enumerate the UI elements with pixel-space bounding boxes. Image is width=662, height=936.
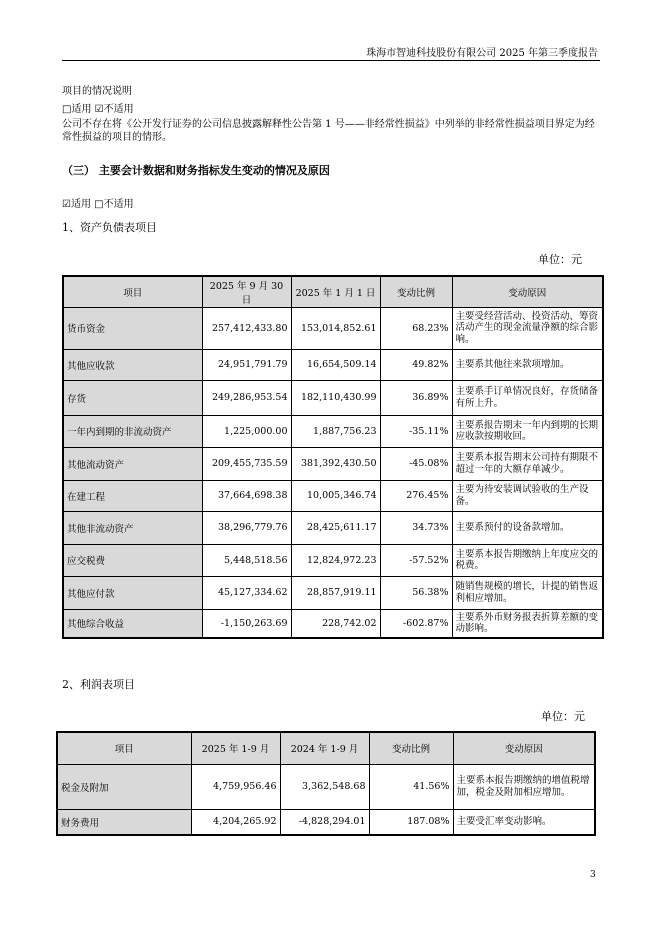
table-row: [63, 349, 603, 380]
row-change-reason: 主要系本报告期缴纳的增值税增加，税金及附加相应增加。: [453, 764, 595, 809]
applicable-checkbox-line: □适用 ☑不适用: [62, 104, 134, 115]
row-item-label: 在建工程: [63, 480, 202, 511]
row-change-ratio: -45.08%: [380, 447, 452, 480]
row-change-ratio: 34.73%: [380, 511, 452, 544]
row-item-label: 其他综合收益: [63, 609, 202, 638]
column-header: 2025 年 9 月 30 日: [202, 276, 291, 307]
row-value-current: 45,127,334.62: [202, 576, 291, 609]
table-row: [63, 511, 603, 544]
balance-sheet-title: 1、资产负债表项目: [62, 221, 157, 234]
table-row: [63, 544, 603, 576]
row-change-reason: 主要系外币财务报表折算差额的变动影响。: [452, 609, 603, 638]
row-item-label: 其他应付款: [63, 576, 202, 609]
row-change-reason: 主要系本报告期缴纳上年度应交的税费。: [452, 544, 603, 576]
table-row: [63, 480, 603, 511]
table-row: [57, 809, 595, 835]
row-value-prior: 16,654,509.14: [291, 349, 380, 380]
column-header: 项目: [57, 732, 191, 764]
row-value-prior: 10,005,346.74: [291, 480, 380, 511]
column-header: 项目: [63, 276, 202, 307]
table-row: [63, 447, 603, 480]
row-item-label: 应交税费: [63, 544, 202, 576]
row-change-reason: 主要系手订单情况良好，存货储备有所上升。: [452, 380, 603, 415]
report-header: 珠海市智迪科技股份有限公司 2025 年第三季度报告: [366, 48, 598, 59]
header-divider: [62, 60, 600, 61]
row-change-ratio: 56.38%: [380, 576, 452, 609]
row-value-current: 4,204,265.92: [191, 809, 280, 835]
row-value-current: 209,455,735.59: [202, 447, 291, 480]
row-change-ratio: 276.45%: [380, 480, 452, 511]
row-value-prior: 182,110,430.99: [291, 380, 380, 415]
column-header: 变动比例: [369, 732, 453, 764]
row-value-current: 1,225,000.00: [202, 415, 291, 447]
table-row: [63, 609, 603, 638]
row-value-current: 38,296,779.76: [202, 511, 291, 544]
row-item-label: 货币资金: [63, 307, 202, 349]
balance-unit: 单位：元: [538, 253, 582, 266]
column-header: 2025 年 1-9 月: [191, 732, 280, 764]
row-value-prior: 228,742.02: [291, 609, 380, 638]
row-change-reason: 随销售规模的增长，计提的销售返利相应增加。: [452, 576, 603, 609]
row-change-ratio: 36.89%: [380, 380, 452, 415]
row-value-current: 249,286,953.54: [202, 380, 291, 415]
row-change-reason: 主要受经营活动、投资活动、筹资活动产生的现金流量净额的综合影响。: [452, 307, 603, 349]
row-item-label: 财务费用: [57, 809, 191, 835]
column-header: 变动原因: [453, 732, 595, 764]
income-statement-title: 2、利润表项目: [62, 678, 135, 691]
row-change-reason: 主要系其他往来款项增加。: [452, 349, 603, 380]
page-number: 3: [590, 870, 596, 880]
table-row: [63, 576, 603, 609]
row-change-ratio: -57.52%: [380, 544, 452, 576]
row-item-label: 其他流动资产: [63, 447, 202, 480]
row-change-reason: 主要受汇率变动影响。: [453, 809, 595, 835]
row-item-label: 其他应收款: [63, 349, 202, 380]
row-change-reason: 主要系预付的设备款增加。: [452, 511, 603, 544]
row-value-current: 257,412,433.80: [202, 307, 291, 349]
column-header: 变动比例: [380, 276, 452, 307]
row-change-ratio: 49.82%: [380, 349, 452, 380]
row-change-ratio: -35.11%: [380, 415, 452, 447]
table-row: [63, 415, 603, 447]
row-value-prior: 381,392,430.50: [291, 447, 380, 480]
income-unit: 单位：元: [541, 710, 585, 723]
table-row: [63, 380, 603, 415]
row-value-current: 24,951,791.79: [202, 349, 291, 380]
row-value-prior: -4,828,294.01: [280, 809, 369, 835]
column-header: 变动原因: [452, 276, 603, 307]
row-value-prior: 28,425,611.17: [291, 511, 380, 544]
nonrecurring-statement: 公司不存在将《公开发行证券的公司信息披露解释性公告第 1 号——非经常性损益》中列举的非经常性损益项目界定为经常性损益的项目的情形。: [62, 119, 595, 143]
item-explanation-label: 项目的情况说明: [62, 86, 132, 97]
table-header-row: [57, 732, 595, 764]
row-value-prior: 3,362,548.68: [280, 764, 369, 809]
row-change-ratio: -602.87%: [380, 609, 452, 638]
row-value-prior: 153,014,852.61: [291, 307, 380, 349]
row-change-reason: 主要系本报告期末公司持有期限不超过一年的大额存单减少。: [452, 447, 603, 480]
row-value-current: 4,759,956.46: [191, 764, 280, 809]
row-value-current: -1,150,263.69: [202, 609, 291, 638]
row-item-label: 税金及附加: [57, 764, 191, 809]
row-value-prior: 28,857,919.11: [291, 576, 380, 609]
row-value-prior: 1,887,756.23: [291, 415, 380, 447]
row-change-ratio: 187.08%: [369, 809, 453, 835]
section-heading: （三） 主要会计数据和财务指标发生变动的情况及原因: [62, 164, 330, 177]
column-header: 2025 年 1 月 1 日: [291, 276, 380, 307]
row-item-label: 其他非流动资产: [63, 511, 202, 544]
table-header-row: [63, 276, 603, 307]
row-change-reason: 主要系报告期末一年内到期的长期应收款按期收回。: [452, 415, 603, 447]
row-value-prior: 12,824,972.23: [291, 544, 380, 576]
income-statement-table: [56, 731, 596, 836]
row-value-current: 37,664,698.38: [202, 480, 291, 511]
row-change-reason: 主要为待安装调试验收的生产设备。: [452, 480, 603, 511]
row-change-ratio: 68.23%: [380, 307, 452, 349]
column-header: 2024 年 1-9 月: [280, 732, 369, 764]
row-item-label: 存货: [63, 380, 202, 415]
row-item-label: 一年内到期的非流动资产: [63, 415, 202, 447]
table-row: [63, 307, 603, 349]
balance-sheet-table: [62, 275, 604, 639]
table-row: [57, 764, 595, 809]
row-value-current: 5,448,518.56: [202, 544, 291, 576]
section-applicable-line: ☑适用 □不适用: [62, 199, 134, 210]
row-change-ratio: 41.56%: [369, 764, 453, 809]
